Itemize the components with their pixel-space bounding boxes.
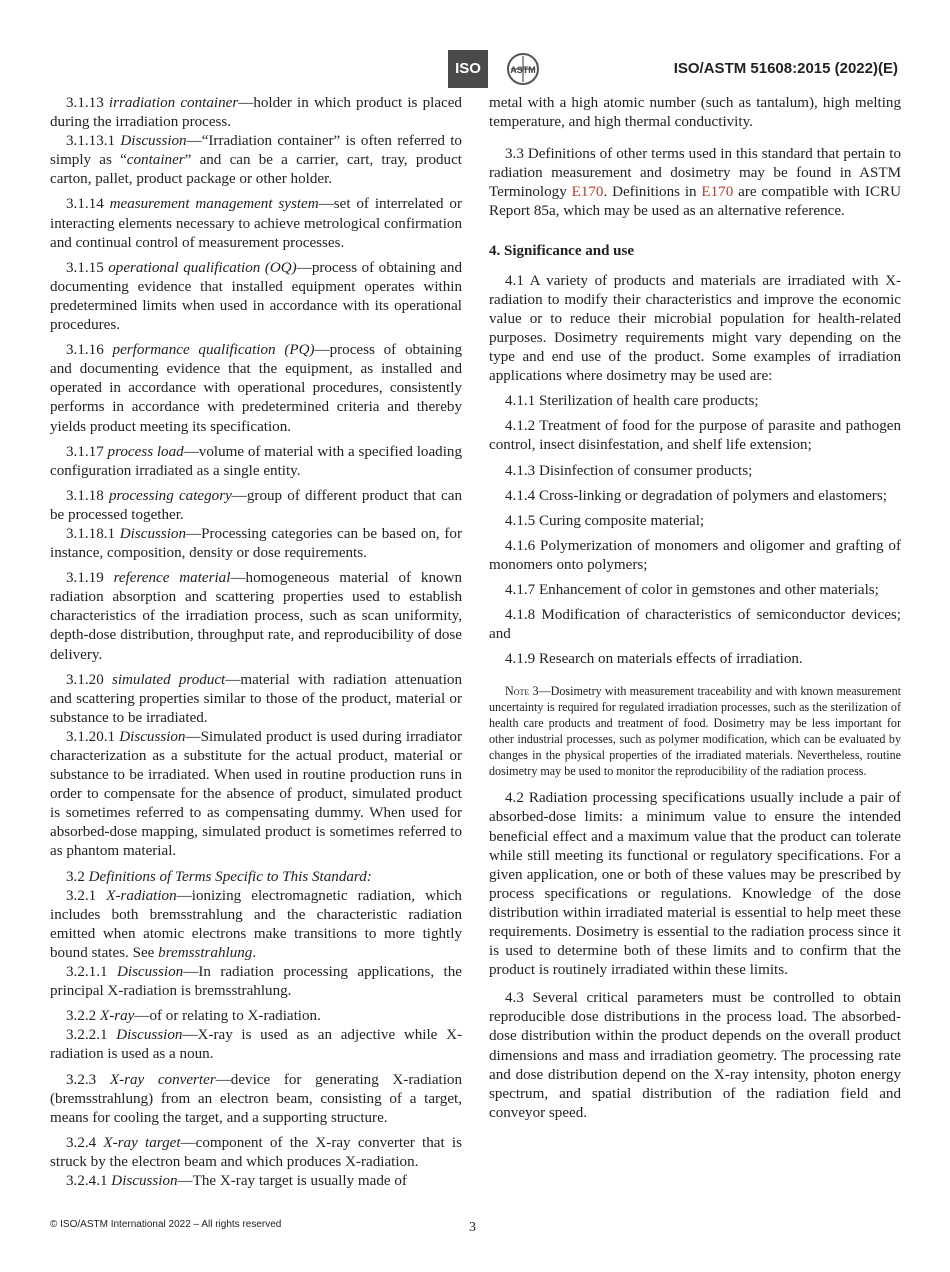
item-4-1-1: 4.1.1 Sterilization of health care products; — [505, 393, 759, 410]
def-3-1-13-1: 3.1.13.1 Discussion—“Irradiation container” is often referred to simply as “container” and can be a carrier, cart, tray, product carton, pallet, product package or other holder. — [50, 133, 462, 188]
item-4-1-8: 4.1.8 Modification of characteristics of semiconductor devices; and — [489, 607, 901, 643]
copyright-footer: © ISO/ASTM International 2022 – All rights reserved — [50, 1219, 282, 1230]
item-4-1-3: 4.1.3 Disinfection of consumer products; — [505, 462, 753, 479]
item-4-1-4: 4.1.4 Cross-linking or degradation of polymers and elastomers; — [505, 487, 887, 504]
section-4-2: 4.2 Radiation processing specifications usually include a pair of absorbed-dose limits: a minimum value to ensure the intended beneficial effect and a maximum value that the product can tolerate while still meeting its functional or regulatory specifications. For a given application, one or both of these values may be prescribed by process specifications or regulations. Knowledge of the dose distribution within irradiated material is essential to help meet these requirements. Dosimetry is essential to the radiation process since it is used to determine both of these limits and to confirm that the product is routinely irradiated within these limits. — [489, 790, 901, 979]
def-3-2-1: 3.2.1 X-radiation—ionizing electromagnetic radiation, which includes both bremsstrahlung and the characteristic radiation emitted when atomic electrons make transitions to more tightly bound states. See bremsstrahlung. — [50, 887, 462, 961]
def-3-2-4-1: 3.2.4.1 Discussion—The X-ray target is usually made of — [66, 1172, 407, 1189]
e170-link-2[interactable]: E170 — [701, 184, 734, 201]
item-4-1-5: 4.1.5 Curing composite material; — [505, 512, 705, 529]
item-4-1-7: 4.1.7 Enhancement of color in gemstones and other materials; — [505, 581, 879, 598]
def-3-1-20: 3.1.20 simulated product—material with radiation attenuation and scattering properties similar to those of the product, material or substance to be irradiated. — [50, 671, 462, 726]
astm-logo-text: ASTM — [510, 65, 536, 75]
def-3-1-20-1: 3.1.20.1 Discussion—Simulated product is used during irradiator characterization as a substitute for the actual product, material or substance to be irradiated. When used in routine production runs in order to compensate for the absence of product, simulated product is sometimes referred to as compensating dummy. When used for absorbed-dose mapping, simulated product is sometimes referred to as phantom material. — [50, 728, 462, 860]
e170-link-1[interactable]: E170 — [571, 184, 604, 201]
section-4-1: 4.1 A variety of products and materials are irradiated with X-radiation to modify their characteristics and improve the economic value or to reduce their microbial population for health-related purposes. Dosimetry requirements might vary depending on the type and end use of the product. Some examples of irradiation applications where dosimetry may be used are: — [489, 272, 901, 385]
section-3-3: 3.3 Definitions of other terms used in this standard that pertain to radiation measurement and dosimetry may be found in ASTM Terminology E170. Definitions in E170 are compatible with ICRU Report 85a, which may be used as an alternative reference. — [489, 146, 901, 220]
section-heading-4: 4. Significance and use — [489, 242, 635, 259]
page-number: 3 — [469, 1220, 476, 1235]
section-3-2: 3.2 Definitions of Terms Specific to This Standard: — [66, 868, 372, 885]
section-4-3: 4.3 Several critical parameters must be controlled to obtain reproducible dose distributions in the process load. The absorbed-dose distribution within the product depends on the overall product dimensions and mass and irradiation geometry. The processing rate and dose distribution depend on the X-ray intensity, photon energy spectrum, and spatial distribution of the radiation field and conveyor speed. — [489, 990, 901, 1121]
def-3-2-2: 3.2.2 X-ray—of or relating to X-radiation. — [66, 1008, 321, 1025]
item-4-1-9: 4.1.9 Research on materials effects of irradiation. — [505, 651, 803, 668]
def-3-1-17: 3.1.17 process load—volume of material with a specified loading configuration irradiated as a single entity. — [50, 443, 463, 479]
def-3-1-16: 3.1.16 performance qualification (PQ)—process of obtaining and documenting evidence that the equipment, as installed and operated in accordance with operational procedures, consistently performs in accordance with predetermined criteria and thereby yields product meeting its specification. — [50, 342, 462, 435]
def-3-2-2-1: 3.2.2.1 Discussion—X-ray is used as an adjective while X-radiation is used as a noun. — [50, 1027, 462, 1063]
note-3: Note 3—Dosimetry with measurement traceability and with known measurement uncertainty is required for regulated irradiation processes, such as the sterilization of health care products and treatment of food. Dosimetry may be less important for other industrial processes, such as polymer modification, which can be evaluated by changes in the physical properties of the irradiated materials. Nevertheless, routine dosimetry may be used to monitor the reproducibility of the radiation process. — [489, 684, 901, 779]
def-3-1-14: 3.1.14 measurement management system—set of interrelated or interacting elements necessary to achieve metrological confirmation and continual control of measurement processes. — [50, 196, 462, 251]
def-3-2-1-1: 3.2.1.1 Discussion—In radiation processing applications, the principal X-radiation is bremsstrahlung. — [50, 964, 463, 1000]
def-3-2-3: 3.2.3 X-ray converter—device for generating X-radiation (bremsstrahlung) from an electron beam, consisting of a target, means for cooling the target, and a supporting structure. — [50, 1071, 462, 1126]
def-3-1-13: 3.1.13 irradiation container—holder in which product is placed during the irradiation process. — [50, 95, 462, 131]
def-3-2-4: 3.2.4 X-ray target—component of the X-ray converter that is struck by the electron beam and which produces X-radiation. — [50, 1134, 462, 1170]
item-4-1-2: 4.1.2 Treatment of food for the purpose of parasite and pathogen control, insect disinfestation, and shelf life extension; — [489, 418, 901, 454]
page-header — [0, 46, 950, 90]
document-id: ISO/ASTM 51608:2015 (2022)(E) — [673, 60, 898, 77]
def-3-1-15: 3.1.15 operational qualification (OQ)—process of obtaining and documenting evidence that installed equipment operates within predetermined limits when used in accordance with its operational procedures. — [50, 259, 462, 334]
continued-text: metal with a high atomic number (such as tantalum), high melting temperature, and high thermal conductivity. — [489, 95, 901, 131]
right-column — [489, 94, 901, 1129]
item-4-1-6: 4.1.6 Polymerization of monomers and oligomer and grafting of monomers onto polymers; — [489, 537, 901, 573]
def-3-1-18: 3.1.18 processing category—group of different product that can be processed together. — [50, 487, 462, 523]
left-column — [50, 94, 462, 1191]
iso-logo: ISO — [448, 50, 488, 88]
def-3-1-19: 3.1.19 reference material—homogeneous material of known radiation absorption and scattering properties used to establish characteristics of the irradiation process, such as scan uniformity, depth-dose distribution, throughput rate, and reproducibility of dose delivery. — [50, 570, 462, 663]
astm-logo — [503, 50, 543, 88]
def-3-1-18-1: 3.1.18.1 Discussion—Processing categories can be based on, for instance, composition, density or dose requirements. — [50, 525, 462, 562]
